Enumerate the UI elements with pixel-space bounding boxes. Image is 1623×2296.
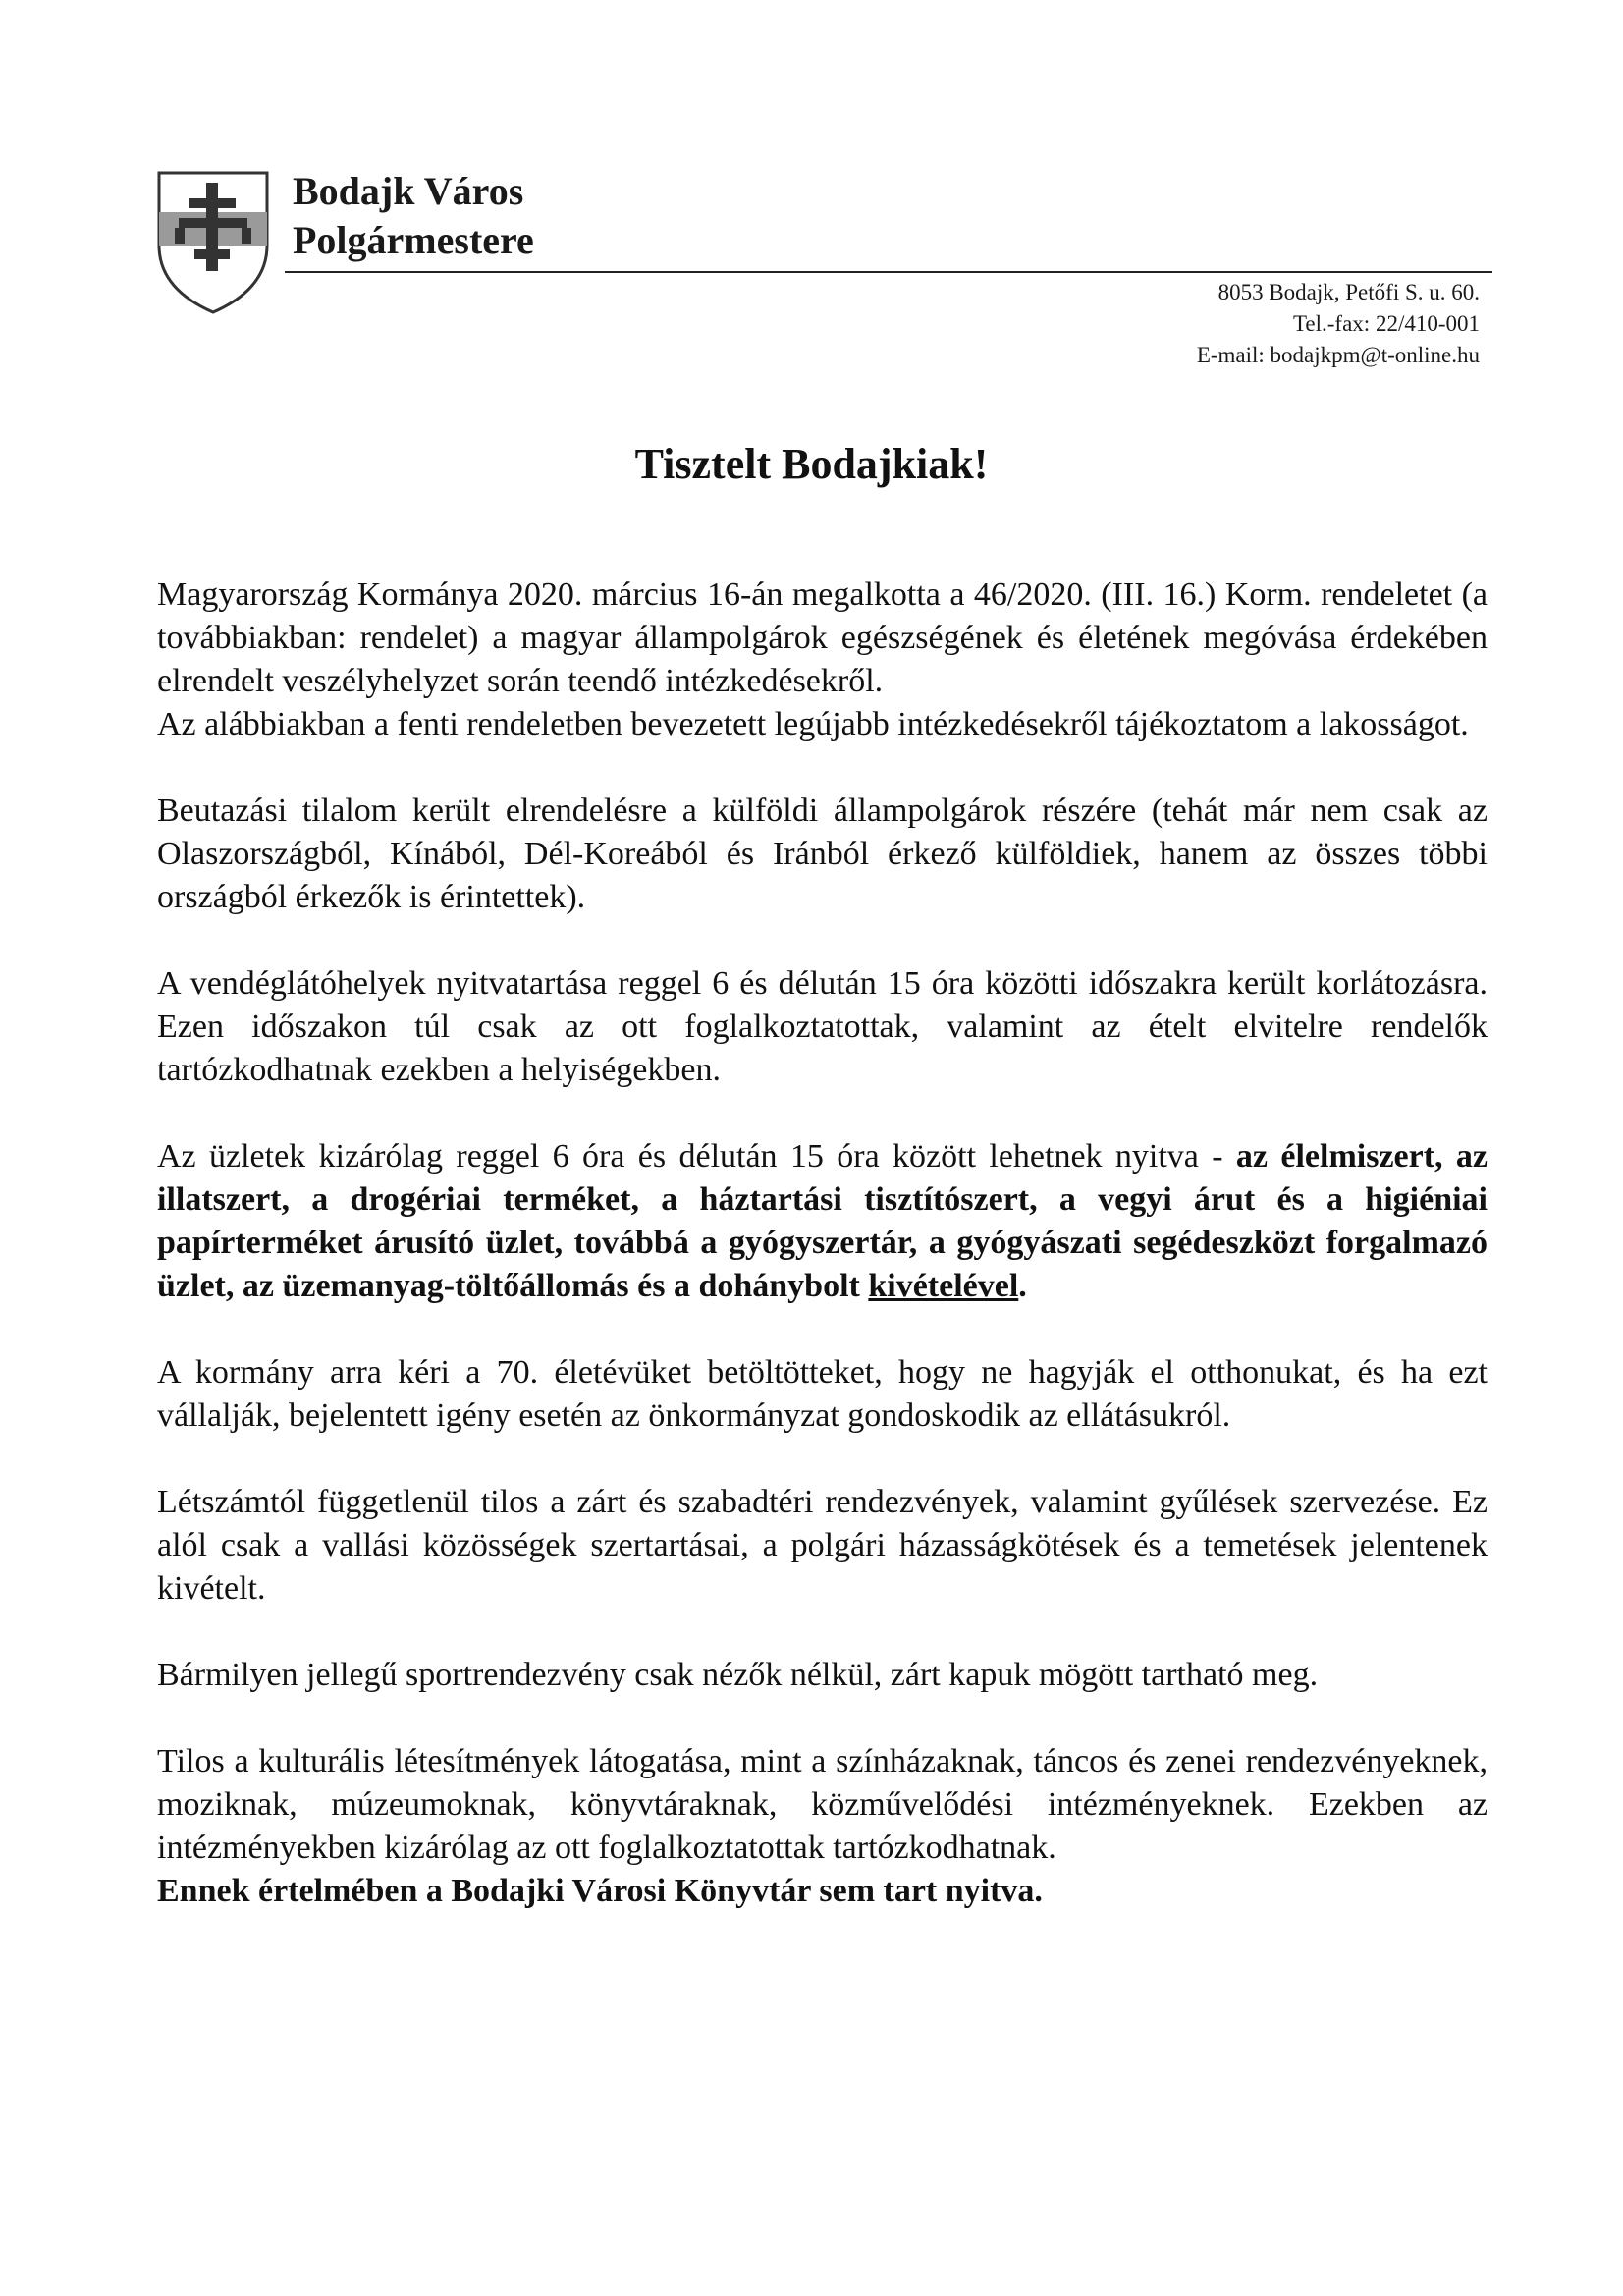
org-name-line1: Bodajk Város [293, 169, 524, 213]
org-name-line2: Polgármestere [293, 218, 534, 262]
paragraph-4-plain: Az üzletek kizárólag reggel 6 óra és délután 15 óra között lehetnek nyitva - [157, 1138, 1236, 1175]
email-line: E-mail: bodajkpm@t-online.hu [1196, 343, 1480, 367]
paragraph-4-end: . [1018, 1268, 1027, 1304]
letter-body [157, 574, 1488, 1913]
telfax-line: Tel.-fax: 22/410-001 [1292, 311, 1480, 336]
paragraph-1a: Magyarország Kormánya 2020. március 16-án megalkotta a 46/2020. (III. 16.) Korm. rendeletet (a továbbiakban: rendelet) a magyar állampolgárok egészségének és életének megóvása érdekében elrendelt veszélyhelyzet során teendő intézkedésekről. [157, 576, 1488, 699]
paragraph-7: Bármilyen jellegű sportrendezvény csak nézők nélkül, zárt kapuk mögött tartható meg. [157, 1657, 1319, 1693]
address-line: 8053 Bodajk, Petőfi S. u. 60. [1217, 280, 1480, 304]
paragraph-4-bold: az élelmiszert, az illatszert, a drogériai terméket, a háztartási tisztítószert, a vegyi árut és a higiéniai papírterméket árusító üzlet, továbbá a gyógyszertár, a gyógyászati segédeszközt forgalmazó üzlet, az üzemanyag-töltőállomás és a dohánybolt [157, 1138, 1488, 1304]
paragraph-1b: Az alábbiakban a fenti rendeletben bevezetett legújabb intézkedésekről tájékoztatom a lakosságot. [157, 706, 1469, 742]
paragraph-8-bold: Ennek értelmében a Bodajki Városi Könyvtár sem tart nyitva. [157, 1873, 1043, 1909]
salutation-heading: Tisztelt Bodajkiak! [634, 440, 989, 488]
paragraph-2: Beutazási tilalom került elrendelésre a külföldi állampolgárok részére (tehát már nem csak az Olaszországból, Kínából, Dél-Koreából és Iránból érkező külföldiek, hanem az összes többi országból érkezők is érintettek). [157, 793, 1488, 915]
paragraph-4-underlined: kivételével [868, 1268, 1019, 1304]
contact-block [1197, 277, 1480, 371]
coat-of-arms-icon [155, 169, 271, 316]
paragraph-8: Tilos a kulturális létesítmények látogatása, mint a színházaknak, táncos és zenei rendezvényeknek, moziknak, múzeumoknak, könyvtáraknak, közművelődési intézményeknek. Ezekben az intézményekben kizárólag az ott foglalkoztatottak tartózkodhatnak. [157, 1743, 1488, 1866]
paragraph-4 [157, 1135, 1488, 1308]
paragraph-3: A vendéglátóhelyek nyitvatartása reggel 6 és délután 15 óra közötti időszakra került korlátozásra. Ezen időszakon túl csak az ott foglalkoztatottak, valamint az ételt elvitelre rendelők tartózkodhatnak ezekben a helyiségekben. [157, 965, 1488, 1088]
paragraph-6: Létszámtól függetlenül tilos a zárt és szabadtéri rendezvények, valamint gyűlések szervezése. Ez alól csak a vallási közösségek szertartásai, a polgári házasságkötések és a temetések jelentenek kivételt. [157, 1484, 1488, 1607]
letterhead-divider [285, 271, 1492, 273]
letterhead-organization [293, 167, 534, 265]
paragraph-5: A kormány arra kéri a 70. életévüket betöltötteket, hogy ne hagyják el otthonukat, és ha ezt vállalják, bejelentett igény esetén az önkormányzat gondoskodik az ellátásukról. [157, 1354, 1488, 1434]
